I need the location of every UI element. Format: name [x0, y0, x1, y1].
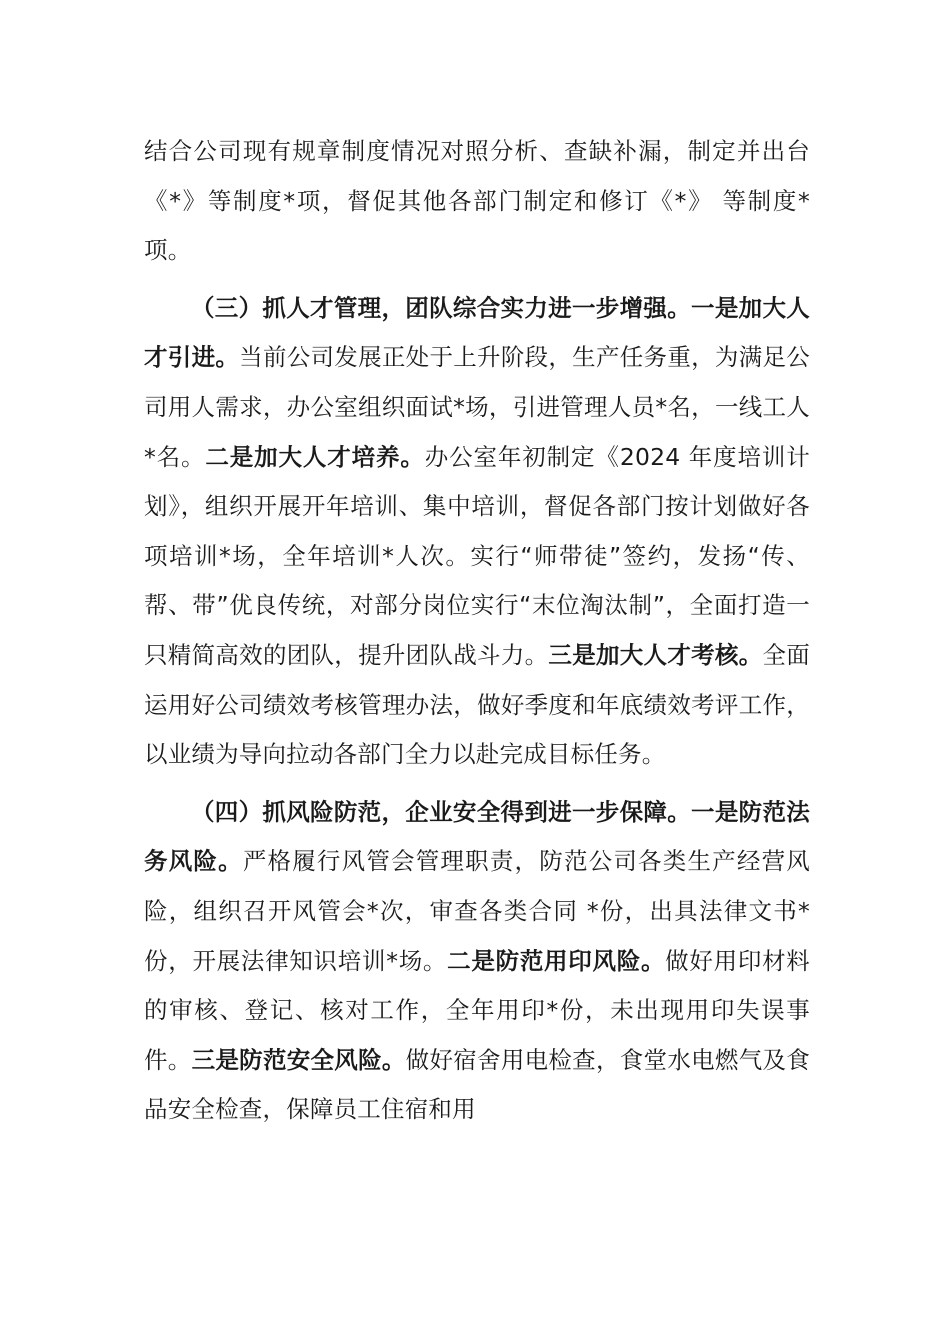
section-heading-risk: （四）抓风险防范，企业安全得到进一步保障。一是防范法务风险。 — [144, 797, 810, 876]
text-segment: 严格履行风管会管理职责，防范公司各类生产经营风险，组织召开风管会*次，审查各类合同 *份，出具法律文书*份，开展法律知识培训*场。 — [144, 847, 810, 975]
subheading-talent-training: 二是加大人才培养。 — [205, 442, 425, 471]
subheading-seal-risk: 二是防范用印风险。 — [447, 946, 666, 975]
subheading-talent-assessment: 三是加大人才考核。 — [548, 640, 763, 669]
section-heading-talent: （三）抓人才管理，团队综合实力进一步增强。一是加大人才引进。 — [144, 293, 810, 372]
paragraph-talent-management — [144, 284, 810, 780]
text-segment: 做好用印材料的审核、登记、核对工作，全年用印*份，未出现用印失误事件。 — [144, 946, 810, 1074]
text-segment: 办公室年初制定《2024 年度培训计划》，组织开展开年培训、集中培训，督促各部门按计划做好各项培训*场，全年培训*人次。实行“师带徒”签约，发扬“传、帮、带”优良传统，对部分岗位实行“末位淘汰制”，全面打造一只精简高效的团队，提升团队战斗力。 — [144, 442, 810, 669]
text-segment: 结合公司现有规章制度情况对照分析、查缺补漏，制定并出台《*》等制度*项，督促其他各部门制定和修订《*》 等制度*项。 — [144, 137, 810, 265]
paragraph-risk-prevention — [144, 788, 810, 1135]
text-segment: 全面运用好公司绩效考核管理办法，做好季度和年底绩效考评工作，以业绩为导向拉动各部门全力以赴完成目标任务。 — [144, 640, 810, 769]
paragraph-regulations — [144, 127, 810, 276]
document-page — [144, 127, 810, 1135]
text-segment: 做好宿舍用电检查，食堂水电燃气及食品安全检查，保障员工住宿和用 — [144, 1045, 810, 1124]
subheading-safety-risk: 三是防范安全风险。 — [191, 1045, 406, 1074]
text-segment: 当前公司发展正处于上升阶段，生产任务重，为满足公司用人需求，办公室组织面试*场，引进管理人员*名，一线工人*名。 — [144, 343, 810, 471]
